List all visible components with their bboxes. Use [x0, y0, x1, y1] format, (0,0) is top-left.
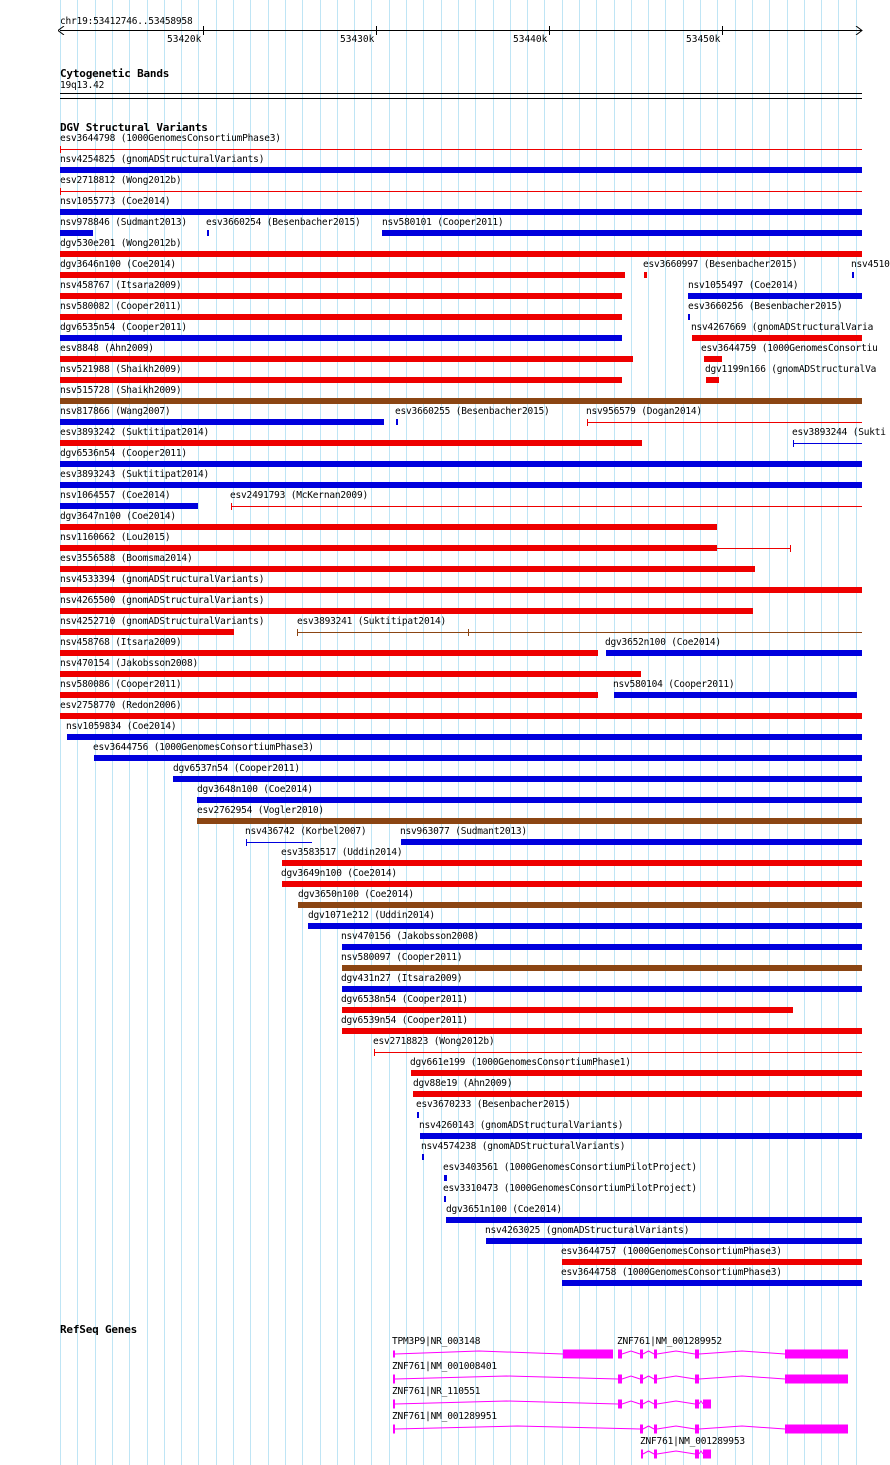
sv-feature-bar[interactable] [282, 881, 862, 887]
sv-feature-bar[interactable] [60, 629, 234, 635]
sv-feature-bar[interactable] [688, 293, 862, 299]
sv-feature-label: esv2718812 (Wong2012b) [60, 175, 182, 186]
sv-feature-label: esv3660997 (Besenbacher2015) [643, 259, 798, 270]
sv-feature-label: nsv1064557 (Coe2014) [60, 490, 171, 501]
gene-intron [622, 1351, 785, 1354]
sv-feature-label: dgv431n27 (Itsara2009) [341, 973, 463, 984]
sv-feature-label: dgv6539n54 (Cooper2011) [341, 1015, 468, 1026]
sv-feature-label: nsv4265500 (gnomADStructuralVariants) [60, 595, 265, 606]
gene-exon [393, 1400, 395, 1409]
sv-feature-label: nsv4252710 (gnomADStructuralVariants) [60, 616, 265, 627]
sv-feature-bar[interactable] [60, 713, 862, 719]
sv-feature-label: esv2718823 (Wong2012b) [373, 1036, 495, 1047]
sv-feature-label: esv2758770 (Redon2006) [60, 700, 182, 711]
sv-feature-bar[interactable] [60, 461, 862, 467]
sv-feature-bar[interactable] [60, 692, 598, 698]
sv-feature-label: nsv580097 (Cooper2011) [341, 952, 463, 963]
gene-exon [393, 1375, 395, 1384]
sv-feature-label: esv3644798 (1000GenomesConsortiumPhase3) [60, 133, 281, 144]
sv-feature-bar[interactable] [413, 1091, 862, 1097]
sv-feature-bar[interactable] [231, 506, 862, 507]
sv-feature-bar[interactable] [60, 356, 633, 362]
sv-feature-bar[interactable] [486, 1238, 862, 1244]
sv-feature-bar[interactable] [60, 272, 625, 278]
sv-feature-label: dgv3652n100 (Coe2014) [605, 637, 721, 648]
sv-feature-bar[interactable] [342, 944, 862, 950]
sv-feature-label: esv3644759 (1000GenomesConsortiu [701, 343, 878, 354]
sv-feature-bar[interactable] [644, 272, 647, 278]
grid-line [787, 0, 788, 1465]
sv-feature-label: nsv1055497 (Coe2014) [688, 280, 799, 291]
ruler-tick-label: 53430k [340, 34, 375, 45]
gene-exon [654, 1350, 657, 1359]
sv-feature-label: esv3644758 (1000GenomesConsortiumPhase3) [561, 1267, 782, 1278]
sv-feature-bar[interactable] [692, 335, 862, 341]
sv-feature-bar[interactable] [60, 377, 622, 383]
sv-feature-bar[interactable] [197, 797, 862, 803]
sv-feature-label: dgv3651n100 (Coe2014) [446, 1204, 562, 1215]
gene-exon [695, 1400, 699, 1409]
sv-feature-label: nsv817866 (Wang2007) [60, 406, 171, 417]
sv-feature-label: dgv3649n100 (Coe2014) [281, 868, 397, 879]
grid-line [510, 0, 511, 1465]
sv-feature-bar[interactable] [60, 545, 717, 551]
sv-feature-label: nsv1160662 (Lou2015) [60, 532, 171, 543]
gene-intron [395, 1426, 785, 1429]
sv-feature-bar[interactable] [411, 1070, 862, 1076]
gene-exon [703, 1400, 711, 1409]
sv-feature-bar[interactable] [60, 230, 93, 236]
sv-feature-bar[interactable] [606, 650, 862, 656]
sv-feature-label: dgv6538n54 (Cooper2011) [341, 994, 468, 1005]
gene-label: ZNF761|NM_001289951 [392, 1411, 497, 1422]
sv-feature-label: nsv4260143 (gnomADStructuralVariants) [419, 1120, 624, 1131]
sv-feature-bar[interactable] [382, 230, 862, 236]
gene-intron [643, 1451, 703, 1454]
sv-feature-bar[interactable] [60, 440, 642, 446]
sv-feature-label: dgv1071e212 (Uddin2014) [308, 910, 435, 921]
sv-feature-bar[interactable] [401, 839, 862, 845]
sv-feature-label: nsv436742 (Korbel2007) [245, 826, 367, 837]
sv-feature-label: dgv6536n54 (Cooper2011) [60, 448, 187, 459]
gene-exon [618, 1350, 622, 1359]
sv-feature-bar[interactable] [446, 1217, 862, 1223]
cytoband-track-title: Cytogenetic Bands [60, 67, 170, 80]
sv-feature-label: esv2491793 (McKernan2009) [230, 490, 368, 501]
sv-feature-label: esv3660255 (Besenbacher2015) [395, 406, 550, 417]
gene-exon [695, 1425, 699, 1434]
sv-feature-extension [717, 548, 790, 549]
grid-line [804, 0, 805, 1465]
sv-feature-bar[interactable] [94, 755, 862, 761]
sv-feature-label: nsv4533394 (gnomADStructuralVariants) [60, 574, 265, 585]
sv-feature-bar[interactable] [282, 860, 862, 866]
sv-feature-label: nsv963077 (Sudmant2013) [400, 826, 527, 837]
sv-feature-bar[interactable] [562, 1259, 862, 1265]
gene-model[interactable] [0, 1422, 890, 1438]
sv-feature-bar[interactable] [706, 377, 719, 383]
sv-feature-label: esv8848 (Ahn2009) [60, 343, 154, 354]
ruler-tick-label: 53440k [513, 34, 548, 45]
sv-feature-bar[interactable] [60, 167, 862, 173]
sv-feature-label: esv3403561 (1000GenomesConsortiumPilotProject) [443, 1162, 697, 1173]
sv-feature-bar[interactable] [342, 1028, 862, 1034]
gene-exon [618, 1400, 622, 1409]
sv-feature-label: esv2762954 (Vogler2010) [197, 805, 324, 816]
sv-feature-bar[interactable] [207, 230, 209, 236]
sv-feature-bar[interactable] [420, 1133, 862, 1139]
sv-feature-endcap [790, 545, 791, 552]
sv-feature-bar[interactable] [587, 422, 862, 423]
sv-feature-label: esv3660256 (Besenbacher2015) [688, 301, 843, 312]
gene-exon [695, 1450, 699, 1459]
sv-feature-bar[interactable] [60, 293, 622, 299]
gene-exon [695, 1375, 699, 1384]
gene-exon [393, 1425, 395, 1434]
sv-feature-bar[interactable] [562, 1280, 862, 1286]
sv-feature-bar[interactable] [60, 608, 753, 614]
sv-feature-label: nsv515728 (Shaikh2009) [60, 385, 182, 396]
gene-label: ZNF761|NM_001289952 [617, 1336, 722, 1347]
gene-intron [395, 1376, 785, 1379]
gene-exon [640, 1400, 643, 1409]
sv-feature-bar[interactable] [444, 1196, 446, 1202]
gene-exon [640, 1425, 643, 1434]
sv-feature-bar[interactable] [60, 587, 862, 593]
sv-feature-label: nsv1059834 (Coe2014) [66, 721, 177, 732]
sv-feature-bar[interactable] [688, 314, 690, 320]
sv-feature-bar[interactable] [60, 335, 622, 341]
gene-exon [654, 1450, 657, 1459]
sv-feature-label: dgv6535n54 (Cooper2011) [60, 322, 187, 333]
sv-feature-bar[interactable] [60, 314, 622, 320]
sv-feature-label: nsv956579 (Dogan2014) [586, 406, 702, 417]
sv-feature-label: nsv580104 (Cooper2011) [613, 679, 735, 690]
sv-feature-bar[interactable] [60, 191, 862, 192]
sv-feature-bar[interactable] [60, 671, 641, 677]
sv-feature-bar[interactable] [396, 419, 398, 425]
cytoband-line [60, 93, 862, 94]
sv-feature-bar[interactable] [173, 776, 862, 782]
gene-exon [640, 1350, 643, 1359]
sv-feature-label: esv3583517 (Uddin2014) [281, 847, 403, 858]
ruler-range-label: chr19:53412746..53458958 [60, 16, 193, 27]
gene-exon [641, 1450, 643, 1459]
grid-line [544, 0, 545, 1465]
sv-feature-label: nsv458768 (Itsara2009) [60, 637, 182, 648]
grid-line [198, 0, 199, 1465]
dgv-track-title: DGV Structural Variants [60, 121, 208, 134]
sv-feature-label: dgv88e19 (Ahn2009) [413, 1078, 513, 1089]
sv-feature-label: esv3893242 (Suktitipat2014) [60, 427, 210, 438]
sv-feature-label: nsv580082 (Cooper2011) [60, 301, 182, 312]
sv-feature-bar[interactable] [342, 1007, 793, 1013]
grid-line [371, 0, 372, 1465]
grid-line [856, 0, 857, 1465]
sv-feature-bar[interactable] [417, 1112, 419, 1118]
gene-exon [785, 1350, 848, 1359]
sv-feature-bar[interactable] [60, 524, 717, 530]
sv-feature-label: dgv3646n100 (Coe2014) [60, 259, 176, 270]
sv-feature-bar[interactable] [422, 1154, 424, 1160]
sv-feature-label: dgv3647n100 (Coe2014) [60, 511, 176, 522]
gene-model[interactable] [0, 1447, 890, 1463]
sv-feature-label: nsv978846 (Sudmant2013) [60, 217, 187, 228]
sv-feature-label: esv3893243 (Suktitipat2014) [60, 469, 210, 480]
gene-label: TPM3P9|NR_003148 [392, 1336, 481, 1347]
sv-feature-bar[interactable] [342, 965, 862, 971]
cytoband-label: 19q13.42 [60, 80, 105, 91]
gene-exon [785, 1375, 848, 1384]
sv-feature-label: esv3660254 (Besenbacher2015) [206, 217, 361, 228]
sv-feature-bar[interactable] [60, 482, 862, 488]
sv-feature-bar[interactable] [342, 986, 862, 992]
gene-exon [654, 1425, 657, 1434]
sv-feature-label: nsv580101 (Cooper2011) [382, 217, 504, 228]
gene-exon [654, 1400, 657, 1409]
gene-label: ZNF761|NM_001008401 [392, 1361, 497, 1372]
ruler-tick-label: 53420k [167, 34, 202, 45]
sv-feature-label: esv3893244 (Sukti [792, 427, 886, 438]
sv-feature-bar[interactable] [60, 209, 862, 215]
grid-line [527, 0, 528, 1465]
sv-feature-label: dgv3650n100 (Coe2014) [298, 889, 414, 900]
sv-feature-bar[interactable] [308, 923, 862, 929]
sv-feature-bar[interactable] [60, 566, 755, 572]
sv-feature-bar[interactable] [60, 149, 862, 150]
sv-feature-label: dgv6537n54 (Cooper2011) [173, 763, 300, 774]
sv-feature-label: nsv4510 [851, 259, 890, 270]
sv-feature-label: dgv530e201 (Wong2012b) [60, 238, 182, 249]
sv-feature-label: nsv4263025 (gnomADStructuralVariants) [485, 1225, 690, 1236]
sv-feature-label: esv3644756 (1000GenomesConsortiumPhase3) [93, 742, 314, 753]
sv-feature-label: esv3893241 (Suktitipat2014) [297, 616, 447, 627]
sv-feature-label: dgv661e199 (1000GenomesConsortiumPhase1) [410, 1057, 631, 1068]
sv-feature-bar[interactable] [852, 272, 854, 278]
sv-feature-bar[interactable] [246, 842, 312, 843]
sv-feature-label: esv3556588 (Boomsma2014) [60, 553, 193, 564]
sv-feature-bar[interactable] [444, 1175, 447, 1181]
gene-label: ZNF761|NM_001289953 [640, 1436, 745, 1447]
sv-feature-bar[interactable] [60, 503, 198, 509]
ruler-tick-label: 53450k [686, 34, 721, 45]
sv-feature-bar[interactable] [704, 356, 722, 362]
grid-line [838, 0, 839, 1465]
sv-feature-bar[interactable] [298, 902, 862, 908]
gene-exon [703, 1450, 711, 1459]
sv-feature-bar[interactable] [374, 1052, 862, 1053]
sv-feature-label: nsv521988 (Shaikh2009) [60, 364, 182, 375]
sv-feature-bar[interactable] [60, 650, 598, 656]
gene-exon [785, 1425, 848, 1434]
sv-feature-bar[interactable] [793, 443, 862, 444]
sv-feature-bar[interactable] [60, 398, 862, 404]
sv-feature-label: esv3644757 (1000GenomesConsortiumPhase3) [561, 1246, 782, 1257]
sv-feature-label: esv3670233 (Besenbacher2015) [416, 1099, 571, 1110]
sv-feature-label: dgv1199n166 (gnomADStructuralVa [705, 364, 877, 375]
sv-feature-label: nsv458767 (Itsara2009) [60, 280, 182, 291]
gene-exon [654, 1375, 657, 1384]
sv-feature-label: nsv4254825 (gnomADStructuralVariants) [60, 154, 265, 165]
gene-exon [640, 1375, 643, 1384]
sv-feature-label: nsv470156 (Jakobsson2008) [341, 931, 479, 942]
cytoband-line [60, 98, 862, 99]
ruler-arrows [58, 26, 866, 35]
sv-feature-label: nsv1055773 (Coe2014) [60, 196, 171, 207]
sv-feature-bar[interactable] [67, 734, 862, 740]
sv-feature-bar[interactable] [614, 692, 857, 698]
grid-line [821, 0, 822, 1465]
sv-feature-label: nsv4267669 (gnomADStructuralVaria [691, 322, 874, 333]
sv-feature-bar[interactable] [60, 251, 862, 257]
sv-feature-label: nsv4574238 (gnomADStructuralVariants) [421, 1141, 626, 1152]
sv-feature-label: nsv580086 (Cooper2011) [60, 679, 182, 690]
refseq-track-title: RefSeq Genes [60, 1323, 138, 1336]
sv-feature-label: dgv3648n100 (Coe2014) [197, 784, 313, 795]
sv-feature-label: esv3310473 (1000GenomesConsortiumPilotProject) [443, 1183, 697, 1194]
gene-exon [695, 1350, 699, 1359]
sv-feature-label: nsv470154 (Jakobsson2008) [60, 658, 198, 669]
sv-feature-bar[interactable] [60, 419, 384, 425]
sv-feature-extension [298, 632, 468, 633]
gene-exon [618, 1375, 622, 1384]
sv-feature-endcap [468, 629, 469, 636]
sv-feature-bar[interactable] [197, 818, 862, 824]
gene-label: ZNF761|NR_110551 [392, 1386, 481, 1397]
